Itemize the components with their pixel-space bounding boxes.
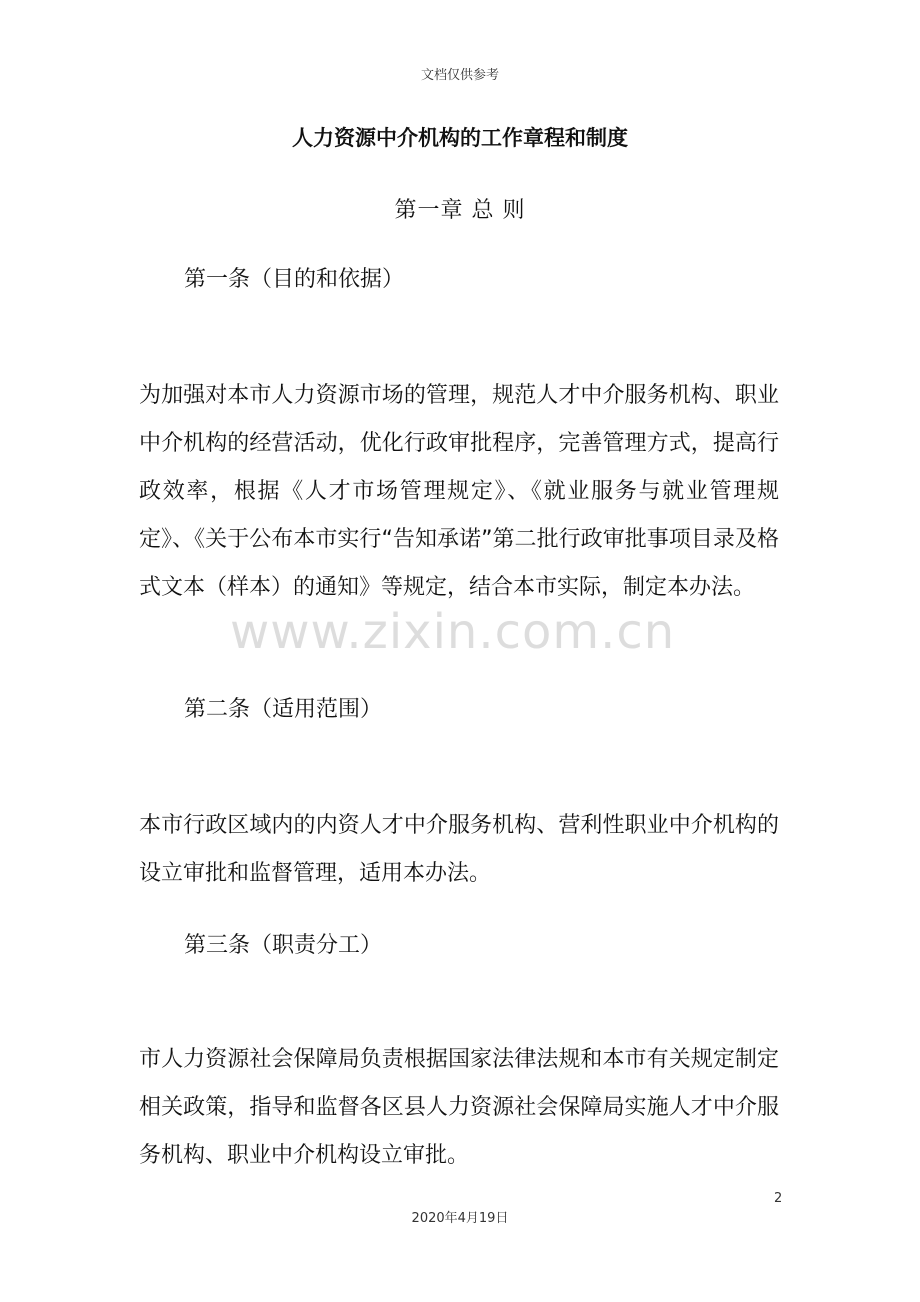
chapter-title: 第一章 总 则 bbox=[394, 198, 526, 223]
watermark: www.zixin.com.cn bbox=[230, 604, 676, 660]
article-3-body: 市人力资源社会保障局负责根据国家法律法规和本市有关规定制定相关政策，指导和监督各区县人力资源社会保障局实施人才中介服务机构、职业中介机构设立审批。 bbox=[139, 1047, 779, 1168]
document-title: 人力资源中介机构的工作章程和制度 bbox=[292, 126, 628, 150]
footer-date: 2020年4月19日 bbox=[411, 1211, 509, 1226]
page-number: 2 bbox=[774, 1191, 783, 1206]
header-note: 文档仅供参考 bbox=[420, 68, 499, 83]
article-2-body: 本市行政区域内的内资人才中介服务机构、营利性职业中介机构的设立审批和监督管理，适用本办法。 bbox=[139, 813, 779, 886]
article-3-heading: 第三条（职责分工） bbox=[184, 933, 383, 958]
article-1-body: 为加强对本市人力资源市场的管理，规范人才中介服务机构、职业中介机构的经营活动，优化行政审批程序，完善管理方式，提高行政效率，根据《人才市场管理规定》、《就业服务与就业管理规定》、《关于公布本市实行“告知承诺”第二批行政审批事项目录及格式文本（样本）的通知》等规定，结合本市实际，制定本办法。 bbox=[139, 383, 779, 600]
article-2-heading: 第二条（适用范围） bbox=[184, 697, 383, 722]
article-1-heading: 第一条（目的和依据） bbox=[184, 267, 405, 292]
